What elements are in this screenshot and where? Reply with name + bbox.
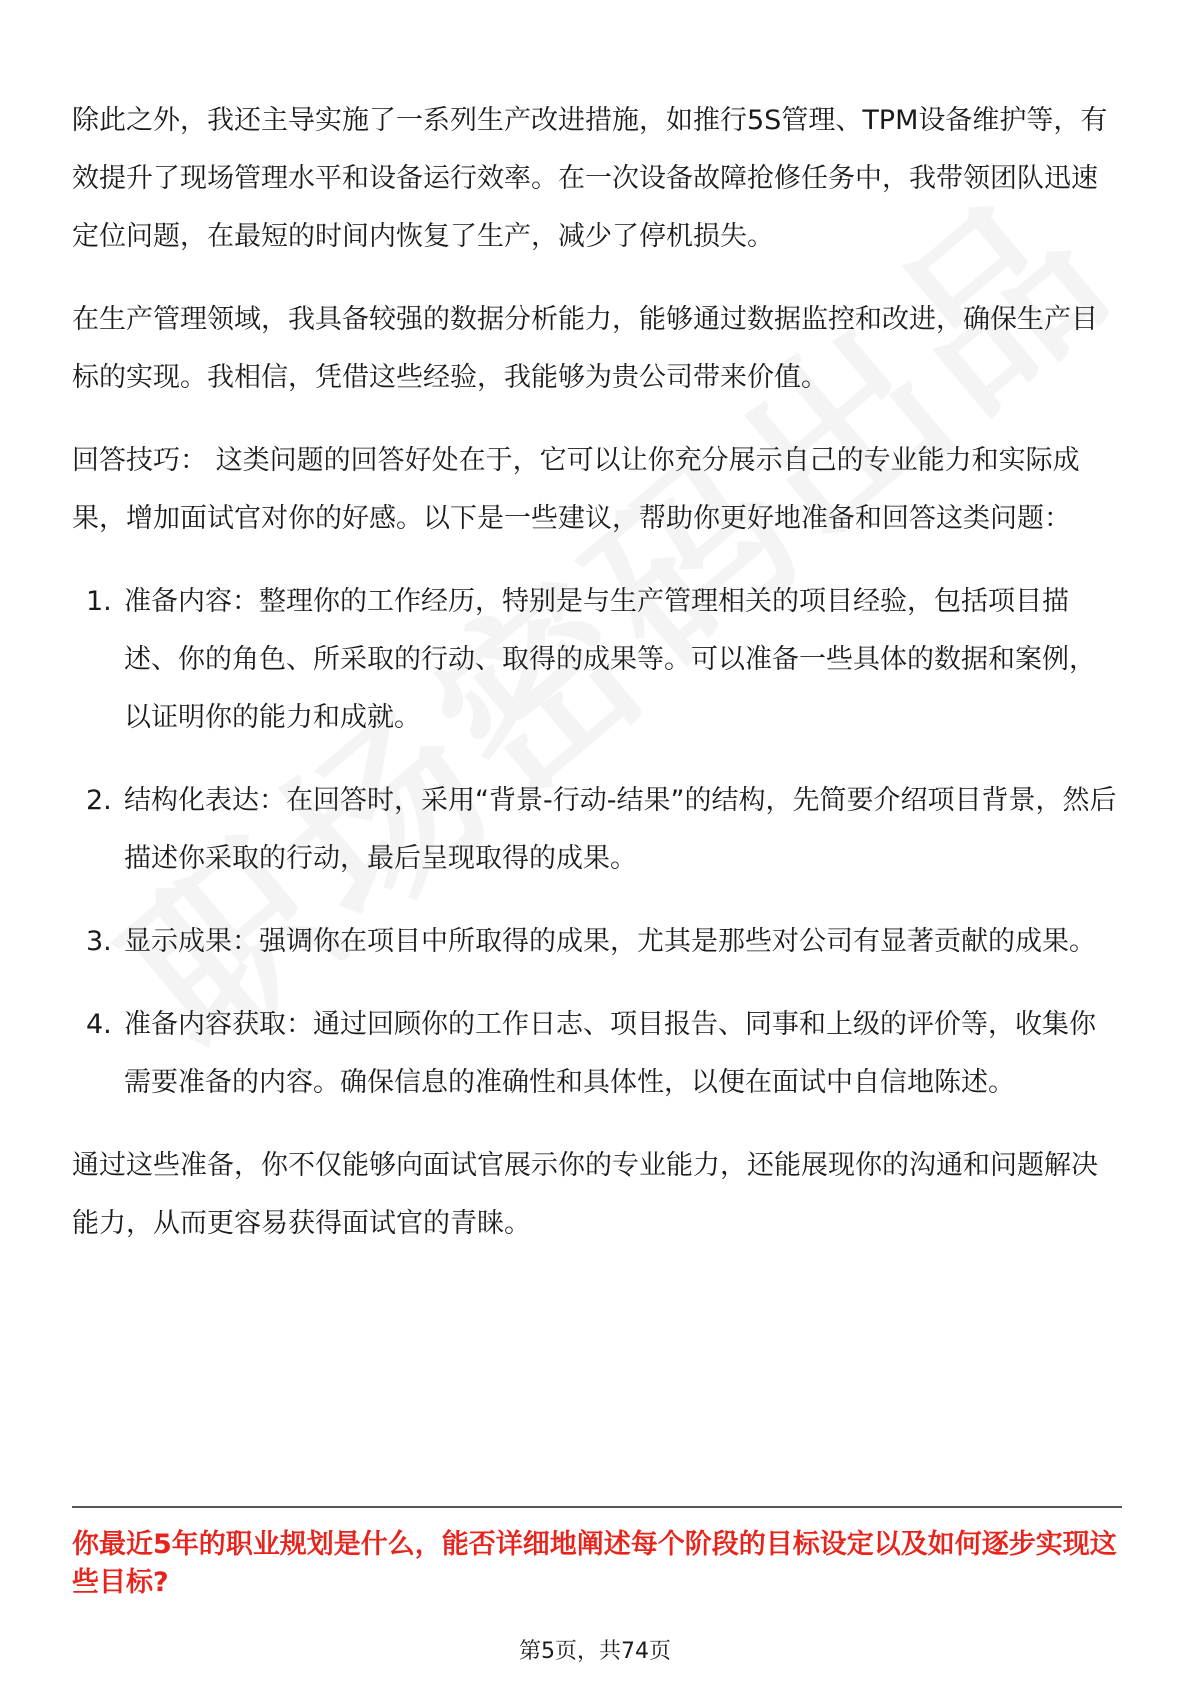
list-item-text: 显示成果：强调你在项目中所取得的成果，尤其是那些对公司有显著贡献的成果。 [124, 926, 1096, 957]
page-body [72, 92, 1122, 1278]
paragraph-answer-tips: 回答技巧： 这类问题的回答好处在于，它可以让你充分展示自己的专业能力和实际成果，增加面试官对你的好感。以下是一些建议，帮助你更好地准备和回答这类问题： [72, 445, 1080, 534]
list-item [72, 996, 1122, 1112]
next-question-heading: 你最近5年的职业规划是什么，能否详细地阐述每个阶段的目标设定以及如何逐步实现这些目标? [72, 1529, 1117, 1598]
list-item [72, 913, 1122, 971]
paragraph-conclusion: 通过这些准备，你不仅能够向面试官展示你的专业能力，还能展现你的沟通和问题解决能力，从而更容易获得面试官的青睐。 [72, 1150, 1098, 1239]
list-item-text: 结构化表达：在回答时，采用“背景-行动-结果”的结构，先简要介绍项目背景，然后描述你采取的行动，最后呈现取得的成果。 [124, 785, 1117, 874]
list-item-number: 1. [86, 586, 112, 617]
tips-list [72, 573, 1122, 1112]
list-item [72, 573, 1122, 747]
section-divider [72, 1506, 1122, 1508]
list-item-text: 准备内容：整理你的工作经历，特别是与生产管理相关的项目经验，包括项目描述、你的角色、所采取的行动、取得的成果等。可以准备一些具体的数据和案例，以证明你的能力和成就。 [124, 586, 1096, 733]
paragraph-data-analysis: 在生产管理领域，我具备较强的数据分析能力，能够通过数据监控和改进，确保生产目标的实现。我相信，凭借这些经验，我能够为贵公司带来价值。 [72, 304, 1098, 393]
list-item-number: 4. [86, 1009, 112, 1040]
list-item-number: 2. [86, 785, 112, 816]
paragraph-improvements: 除此之外，我还主导实施了一系列生产改进措施，如推行5S管理、TPM设备维护等，有效提升了现场管理水平和设备运行效率。在一次设备故障抢修任务中，我带领团队迅速定位问题，在最短的时间内恢复了生产，减少了停机损失。 [72, 105, 1108, 252]
list-item [72, 772, 1122, 888]
list-item-number: 3. [86, 926, 112, 957]
list-item-text: 准备内容获取：通过回顾你的工作日志、项目报告、同事和上级的评价等，收集你需要准备的内容。确保信息的准确性和具体性，以便在面试中自信地陈述。 [124, 1009, 1096, 1098]
page-number: 第5页，共74页 [519, 1639, 671, 1664]
